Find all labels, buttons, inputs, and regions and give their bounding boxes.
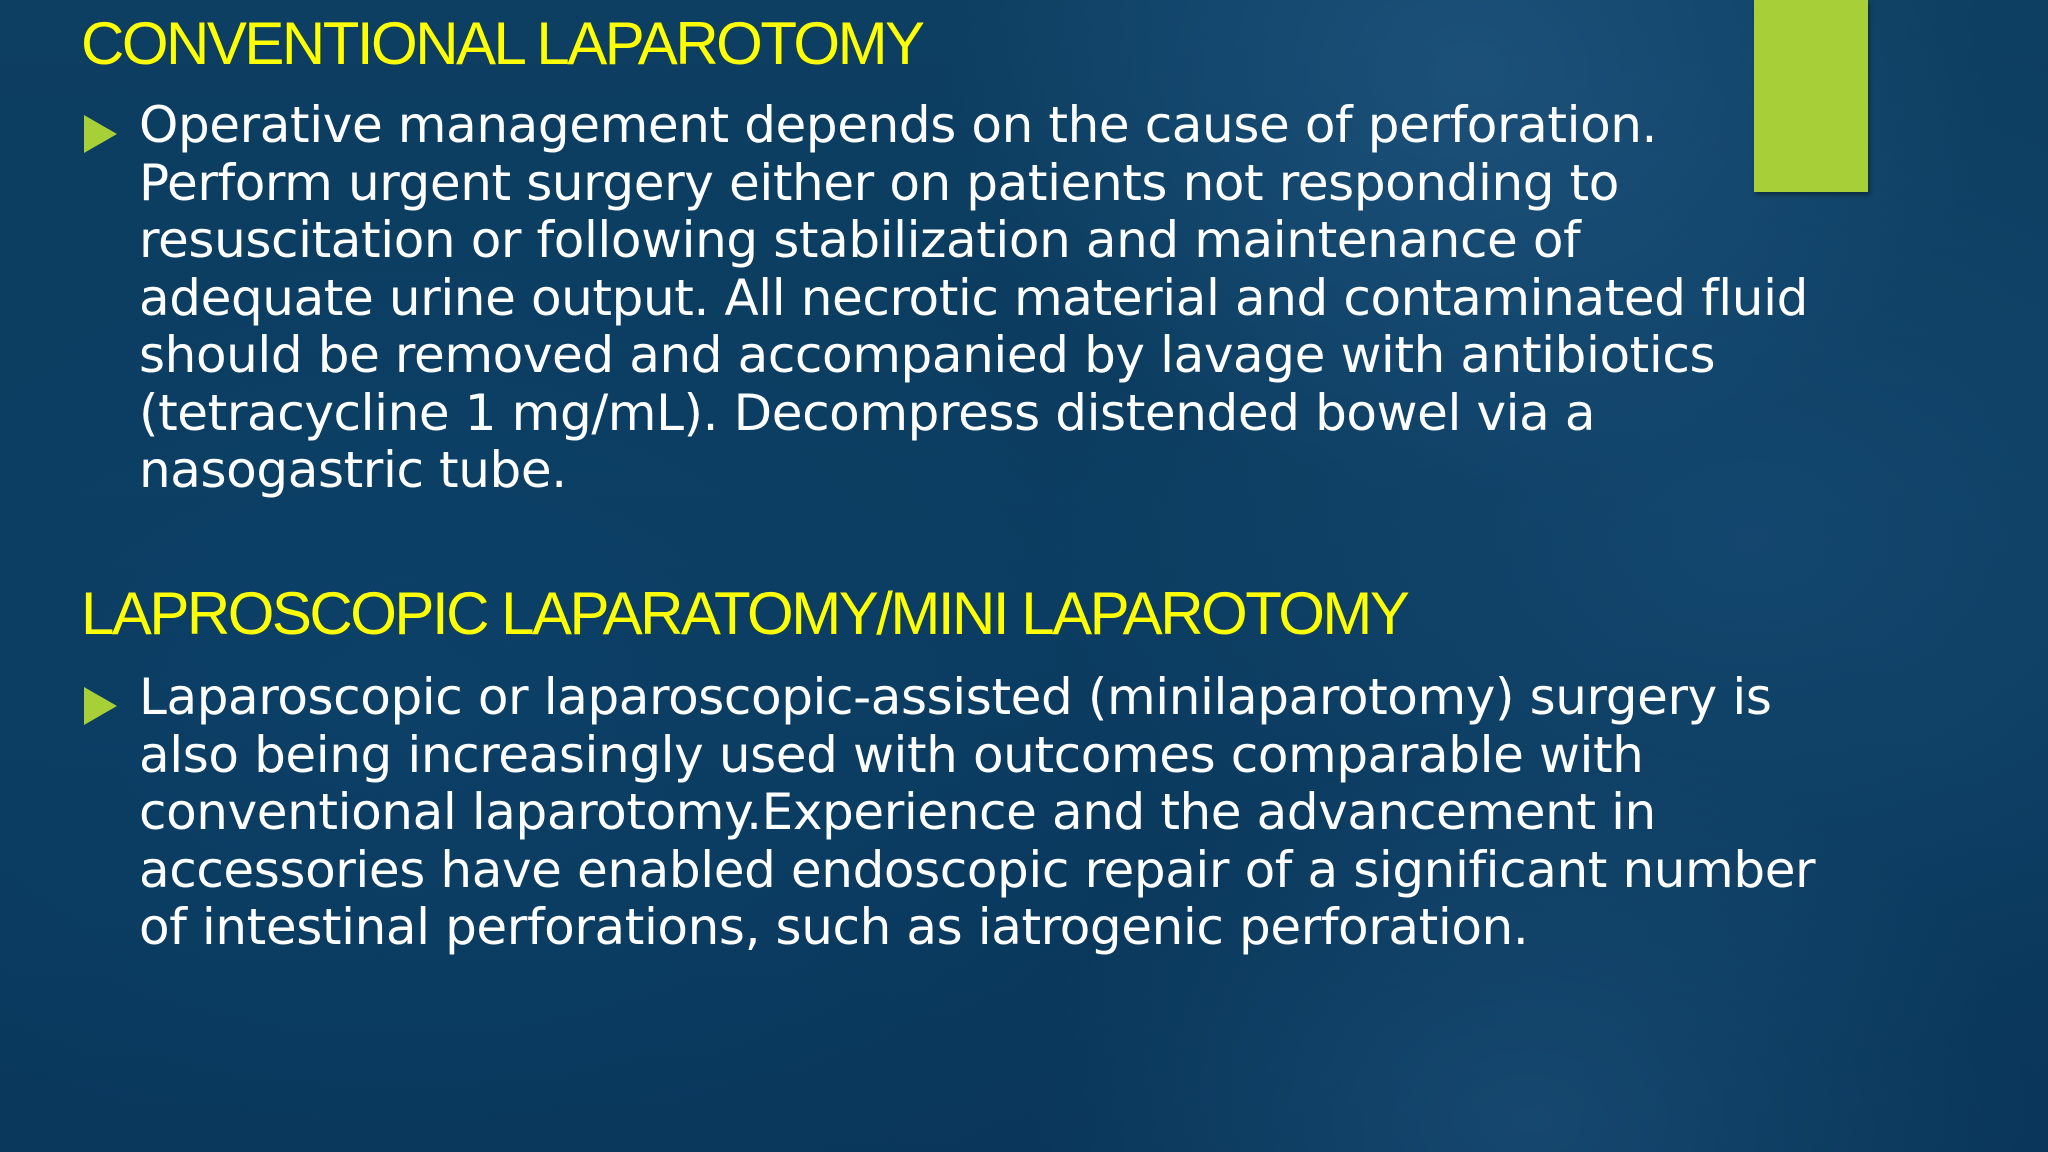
- section-heading-conventional-laparotomy: CONVENTIONAL LAPAROTOMY: [81, 10, 923, 77]
- bullet-text-laparoscopic-surgery: Laparoscopic or laparoscopic-assisted (minilaparotomy) surgery is also being increasingly used with outcomes comparable with conventional laparotomy.Experience and the advancement in accessories have enabled endoscopic repair of a significant number of intestinal perforations, such as iatrogenic perforation.: [139, 668, 1816, 956]
- bullet-text-operative-management: Operative management depends on the cause of perforation. Perform urgent surgery either on patients not responding to resuscitation or following stabilization and maintenance of adequate urine output. All necrotic material and contaminated fluid should be removed and accompanied by lavage with antibiotics (tetracycline 1 mg/mL). Decompress distended bowel via a nasogastric tube.: [139, 96, 1808, 499]
- bullet-item: [84, 669, 1944, 957]
- bullet-item: [84, 97, 1944, 500]
- section-heading-laparoscopic-laparotomy: LAPROSCOPIC LAPARATOMY/MINI LAPAROTOMY: [81, 580, 1408, 647]
- triangle-bullet-icon: [84, 115, 117, 153]
- triangle-bullet-icon: [84, 687, 117, 725]
